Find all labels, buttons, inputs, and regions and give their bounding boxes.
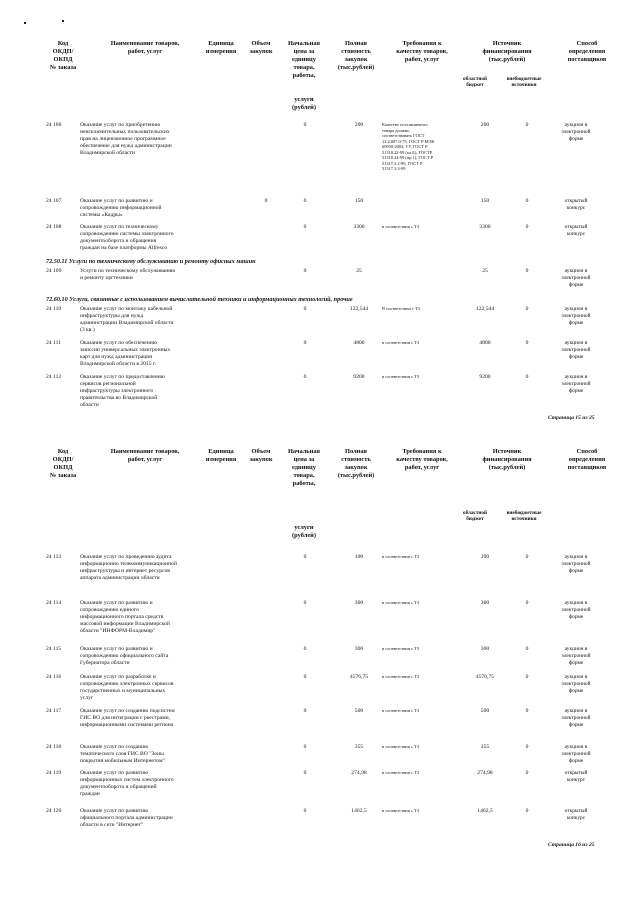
- regional-budget: 100: [480, 554, 490, 560]
- header-code: Код ОКДП/ ОКПД № заказа: [49, 448, 77, 479]
- procurement-method: аукцион в электронной форме: [561, 554, 591, 574]
- header-method: Способ определения поставщиков: [567, 40, 607, 63]
- unit-price: 0: [303, 122, 307, 128]
- order-number: 24 119: [46, 770, 62, 776]
- volume: 0: [264, 198, 268, 204]
- item-name: Оказание услуг по разработке и сопровождению электронных сервисов государственных и муниципальных услуг: [80, 674, 174, 701]
- regional-budget: 200: [480, 122, 490, 128]
- extra-budget: 0: [525, 306, 529, 312]
- item-name: Оказание услуг по монтажу кабельной инфраструктуры для нужд администрации Владимирской области (3 кв.): [80, 306, 174, 333]
- regional-budget: 25: [482, 268, 488, 274]
- extra-budget: 0: [525, 646, 529, 652]
- extra-budget: 0: [525, 268, 529, 274]
- total-cost: 9200: [353, 374, 365, 380]
- extra-budget: 0: [525, 708, 529, 714]
- order-number: 24 115: [46, 646, 62, 652]
- extra-budget: 0: [525, 770, 529, 776]
- total-cost: 100: [354, 554, 364, 560]
- total-cost: 4576,75: [349, 674, 369, 680]
- procurement-method: аукцион в электронной форме: [561, 374, 591, 394]
- item-name: Оказание услуг по предоставлению сервисов региональной инфраструктуры электронного правительства во Владимирской области: [80, 374, 165, 408]
- regional-budget: 300: [480, 600, 490, 606]
- total-cost: 274,98: [351, 770, 367, 776]
- item-name: Оказание услуг по техническому сопровождению системы электронного документооборота и обращения граждан на базе платформы Alfresco: [80, 224, 174, 251]
- header-regional: областной бюджет: [463, 76, 487, 89]
- scan-mark: [24, 22, 26, 24]
- unit-price: 0: [303, 708, 307, 714]
- procurement-method: аукцион в электронной форме: [561, 268, 591, 288]
- header-total: Полная стоимость закупок (тыс.рублей): [337, 448, 375, 479]
- unit-price: 0: [303, 268, 307, 274]
- total-cost: 4800: [353, 340, 365, 346]
- header-extra: внебюджетные источники: [506, 76, 542, 89]
- quality-requirements: в соответствии с ТЗ: [382, 600, 420, 605]
- header-name: Наименование товаров, работ, услуг: [110, 448, 180, 463]
- item-name: Оказание услуг по приобретению неисключительных пользовательских прав на лицензионное программное обеспечение для нужд администрации Владимирской области: [80, 122, 172, 156]
- regional-budget: 122,544: [475, 306, 495, 312]
- item-name: Оказание услуг по проведению аудита информационно телекоммуникационной инфраструктуры и интернет ресурсов аппарата администрации области: [80, 554, 177, 581]
- order-number: 24 116: [46, 674, 62, 680]
- header-requirements: Требования к качеству товаров, работ, услуг: [396, 448, 448, 471]
- item-name: Оказание услуг по созданию подсистем ГИС ВО для интеграции с реестрами, информационными системами региона: [80, 708, 175, 728]
- order-number: 24 117: [46, 708, 62, 714]
- procurement-method: открытый конкурс: [564, 224, 588, 237]
- unit-price: 0: [303, 646, 307, 652]
- total-cost: 300: [354, 600, 364, 606]
- unit-price: 0: [303, 374, 307, 380]
- document-page-16: [0, 440, 640, 905]
- unit-price: 0: [303, 808, 307, 814]
- quality-requirements: в соответствии с ТЗ: [382, 770, 420, 775]
- order-number: 24 111: [46, 340, 61, 346]
- total-cost: 300: [354, 646, 364, 652]
- regional-budget: 3300: [479, 224, 491, 230]
- item-name: Оказание услуг по развитию и сопровождению единого информационного портала средств массовой информации Владимирской области "ИНФОРМ-Владимир": [80, 600, 170, 634]
- item-name: Оказание услуг по развитию и сопровождению официального сайта Губернатора области: [80, 646, 169, 666]
- item-name: Услуги по техническому обслуживанию и ремонту оргтехники: [80, 268, 176, 281]
- regional-budget: 4800: [479, 340, 491, 346]
- quality-requirements: в соответствии с ТЗ: [382, 646, 420, 651]
- header-price: Начальная цена за единицу товара, работы,: [287, 40, 321, 79]
- header-unit: Единица измерения: [205, 40, 237, 55]
- extra-budget: 0: [525, 744, 529, 750]
- total-cost: 25: [356, 268, 362, 274]
- total-cost: 355: [354, 744, 364, 750]
- header-volume: Объем закупок: [249, 40, 273, 55]
- total-cost: 500: [354, 708, 364, 714]
- extra-budget: 0: [525, 224, 529, 230]
- document-page-15: [0, 0, 640, 440]
- procurement-method: аукцион в электронной форме: [561, 708, 591, 728]
- procurement-method: аукцион в электронной форме: [561, 674, 591, 694]
- regional-budget: 355: [480, 744, 490, 750]
- unit-price: 0: [303, 340, 307, 346]
- section-heading: 72.60.10 Услуги, связанные с использованием вычислительной техники и информационных технологий, прочие: [46, 296, 353, 303]
- order-number: 24 109: [46, 268, 62, 274]
- quality-requirements: в соответствии с ТЗ: [382, 808, 420, 813]
- extra-budget: 0: [525, 600, 529, 606]
- order-number: 24 110: [46, 306, 62, 312]
- header-requirements: Требования к качеству товаров, работ, услуг: [396, 40, 448, 63]
- section-heading: 72.50.11 Услуги по техническому обслуживанию и ремонту офисных машин: [46, 258, 256, 265]
- order-number: 24 113: [46, 554, 62, 560]
- header-name: Наименование товаров, работ, услуг: [110, 40, 180, 55]
- unit-price: 0: [303, 744, 307, 750]
- total-cost: 3300: [353, 224, 365, 230]
- quality-requirements: в соответствии с ТЗ: [382, 374, 420, 379]
- item-name: Оказание услуг по развитию и сопровождению информационной системы «Кадры»: [80, 198, 162, 218]
- header-method: Способ определения поставщиков: [567, 448, 607, 471]
- regional-budget: 4576,75: [475, 674, 495, 680]
- procurement-method: открытый конкурс: [564, 770, 588, 783]
- quality-requirements: в соответствии с ТЗ: [382, 708, 420, 713]
- unit-price: 0: [303, 674, 307, 680]
- header-price-services: услуги (рублей): [292, 96, 316, 111]
- extra-budget: 0: [525, 374, 529, 380]
- order-number: 24 107: [46, 198, 62, 204]
- unit-price: 0: [303, 198, 307, 204]
- extra-budget: 0: [525, 674, 529, 680]
- regional-budget: 150: [480, 198, 490, 204]
- quality-requirements: в соответствии с ТЗ: [382, 674, 420, 679]
- order-number: 24 106: [46, 122, 62, 128]
- procurement-method: открытый конкурс: [564, 808, 588, 821]
- procurement-method: аукцион в электронной форме: [561, 122, 591, 142]
- procurement-method: открытый конкурс: [564, 198, 588, 211]
- order-number: 24 114: [46, 600, 62, 606]
- regional-budget: 300: [480, 646, 490, 652]
- extra-budget: 0: [525, 808, 529, 814]
- procurement-method: аукцион в электронной форме: [561, 306, 591, 326]
- quality-requirements: в соответствии с ТЗ: [382, 554, 420, 559]
- quality-requirements: в соответствии с ТЗ: [382, 744, 420, 749]
- unit-price: 0: [303, 224, 307, 230]
- extra-budget: 0: [525, 122, 529, 128]
- scan-mark: [62, 20, 64, 22]
- total-cost: 150: [354, 198, 364, 204]
- extra-budget: 0: [525, 198, 529, 204]
- header-code: Код ОКДП/ ОКПД № заказа: [49, 40, 77, 71]
- procurement-method: аукцион в электронной форме: [561, 600, 591, 620]
- regional-budget: 500: [480, 708, 490, 714]
- item-name: Оказание услуг по развитию информационных систем электронного документооборота и обращений граждан: [80, 770, 174, 797]
- procurement-method: аукцион в электронной форме: [561, 646, 591, 666]
- regional-budget: 1462,5: [477, 808, 493, 814]
- order-number: 24 120: [46, 808, 62, 814]
- total-cost: 200: [354, 122, 364, 128]
- header-unit: Единица измерения: [205, 448, 237, 463]
- regional-budget: 274,98: [477, 770, 493, 776]
- item-name: Оказание услуг по созданию тематического слоя ГИС ВО "Зоны покрытия мобильным Интернетом": [80, 744, 165, 764]
- order-number: 24 108: [46, 224, 62, 230]
- order-number: 24 112: [46, 374, 62, 380]
- total-cost: 122,544: [349, 306, 369, 312]
- item-name: Оказание услуг по развитию официального портала администрации области в сети "Интернет": [80, 808, 173, 828]
- unit-price: 0: [303, 600, 307, 606]
- header-regional: областной бюджет: [463, 510, 487, 523]
- procurement-method: аукцион в электронной форме: [561, 744, 591, 764]
- quality-requirements: в соответствии с ТЗ: [382, 340, 420, 345]
- header-total: Полная стоимость закупок (тыс.рублей): [337, 40, 375, 71]
- item-name: Оказание услуг по обеспечению эмиссии универсальных электронных карт для нужд администрации Владимирской области в 2015 г.: [80, 340, 171, 367]
- extra-budget: 0: [525, 340, 529, 346]
- header-volume: Объем закупок: [249, 448, 273, 463]
- header-source: Источник финансирования (тыс.рублей): [482, 448, 532, 471]
- quality-requirements: Качество поставляемого товара должно соответствовать ГОСТ 12.2.007.0-75, ГОСТ Р МЭК 60950-2002; ТУ, ГОСТ Р 51318.22-99 (кл.Б), ГОСТР 51318.24-99 (пр.1), ГОСТ Р 51317.3.2-99, ГОСТ Р 51317.3.3-99: [382, 122, 435, 171]
- unit-price: 0: [303, 554, 307, 560]
- header-price: Начальная цена за единицу товара, работы,: [287, 448, 321, 487]
- unit-price: 0: [303, 306, 307, 312]
- header-extra: внебюджетные источники: [506, 510, 542, 523]
- extra-budget: 0: [525, 554, 529, 560]
- page-number: Страница 15 из 25: [548, 415, 595, 421]
- unit-price: 0: [303, 770, 307, 776]
- quality-requirements: в соответствии с ТЗ: [382, 224, 420, 229]
- regional-budget: 9200: [479, 374, 491, 380]
- header-source: Источник финансирования (тыс.рублей): [482, 40, 532, 63]
- total-cost: 1462,5: [351, 808, 367, 814]
- order-number: 24 118: [46, 744, 62, 750]
- page-number: Страница 16 из 25: [548, 842, 595, 848]
- header-price-services: услуги (рублей): [292, 524, 316, 539]
- quality-requirements: В соответствии с ТЗ: [382, 306, 420, 311]
- procurement-method: аукцион в электронной форме: [561, 340, 591, 360]
